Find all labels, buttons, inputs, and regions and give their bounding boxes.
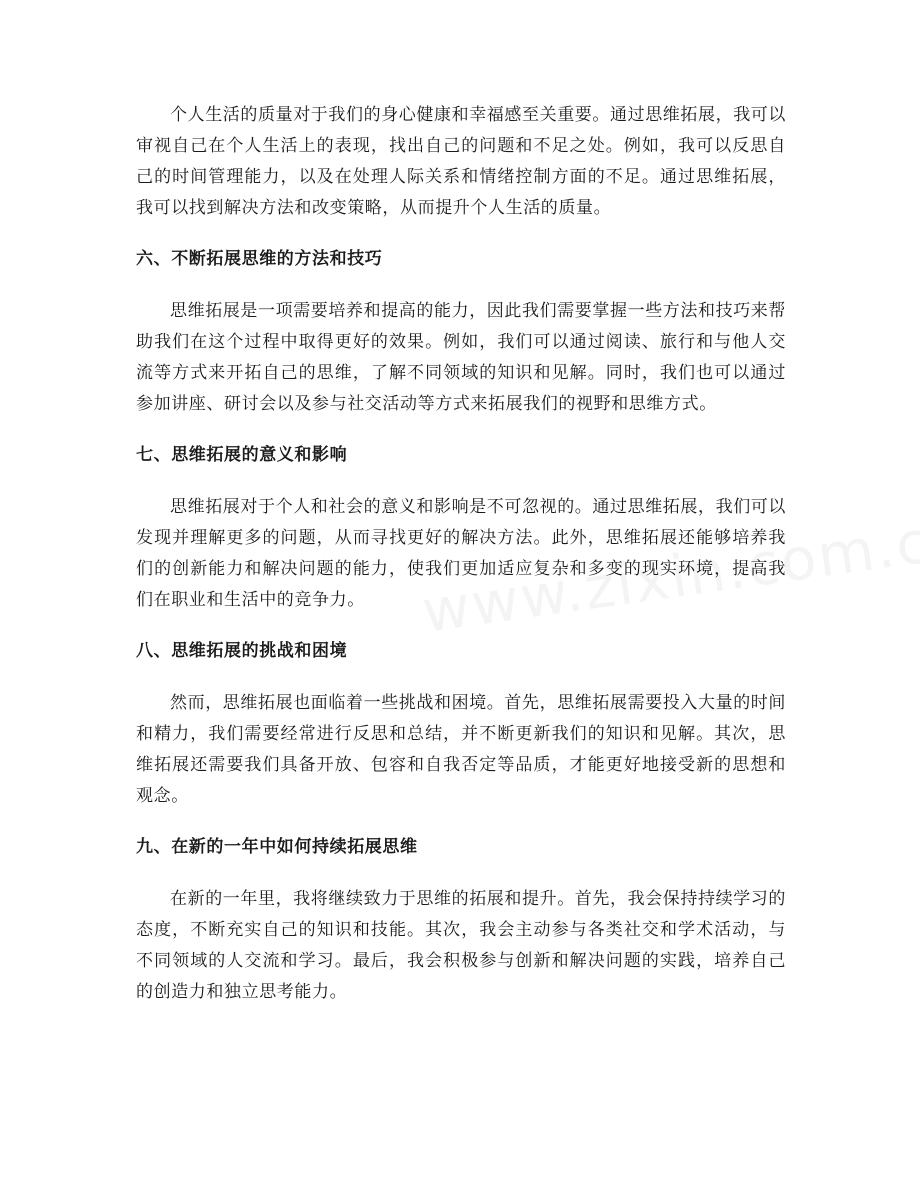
section-paragraph-9: 在新的一年里，我将继续致力于思维的拓展和提升。首先，我会保持持续学习的态度，不断充实自己的知识和技能。其次，我会主动参与各类社交和学术活动，与不同领域的人交流和学习。最后，我会积极参与创新和解决问题的实践，培养自己的创造力和独立思考能力。 [136,889,786,1002]
section-heading-7: 七、思维拓展的意义和影响 [136,445,348,465]
section-paragraph-6: 思维拓展是一项需要培养和提高的能力，因此我们需要掌握一些方法和技巧来帮助我们在这个过程中取得更好的效果。例如，我们可以通过阅读、旅行和与他人交流等方式来开拓自己的思维，了解不同领域的知识和见解。同时，我们也可以通过参加讲座、研讨会以及参与社交活动等方式来拓展我们的视野和思维方式。 [136,301,786,414]
section-heading-9: 九、在新的一年中如何持续拓展思维 [136,837,418,857]
section-heading-8: 八、思维拓展的挑战和困境 [136,641,348,661]
section-heading-6: 六、不断拓展思维的方法和技巧 [136,249,383,269]
section-paragraph-7: 思维拓展对于个人和社会的意义和影响是不可忽视的。通过思维拓展，我们可以发现并理解更多的问题，从而寻找更好的解决方法。此外，思维拓展还能够培养我们的创新能力和解决问题的能力，使我们更加适应复杂和多变的现实环境，提高我们在职业和生活中的竞争力。 [136,497,786,610]
section-paragraph-8: 然而，思维拓展也面临着一些挑战和困境。首先，思维拓展需要投入大量的时间和精力，我们需要经常进行反思和总结，并不断更新我们的知识和见解。其次，思维拓展还需要我们具备开放、包容和自我否定等品质，才能更好地接受新的思想和观念。 [136,693,786,806]
intro-paragraph: 个人生活的质量对于我们的身心健康和幸福感至关重要。通过思维拓展，我可以审视自己在个人生活上的表现，找出自己的问题和不足之处。例如，我可以反思自己的时间管理能力，以及在处理人际关系和情绪控制方面的不足。通过思维拓展，我可以找到解决方法和改变策略，从而提升个人生活的质量。 [136,105,786,218]
document-body [136,100,786,1008]
